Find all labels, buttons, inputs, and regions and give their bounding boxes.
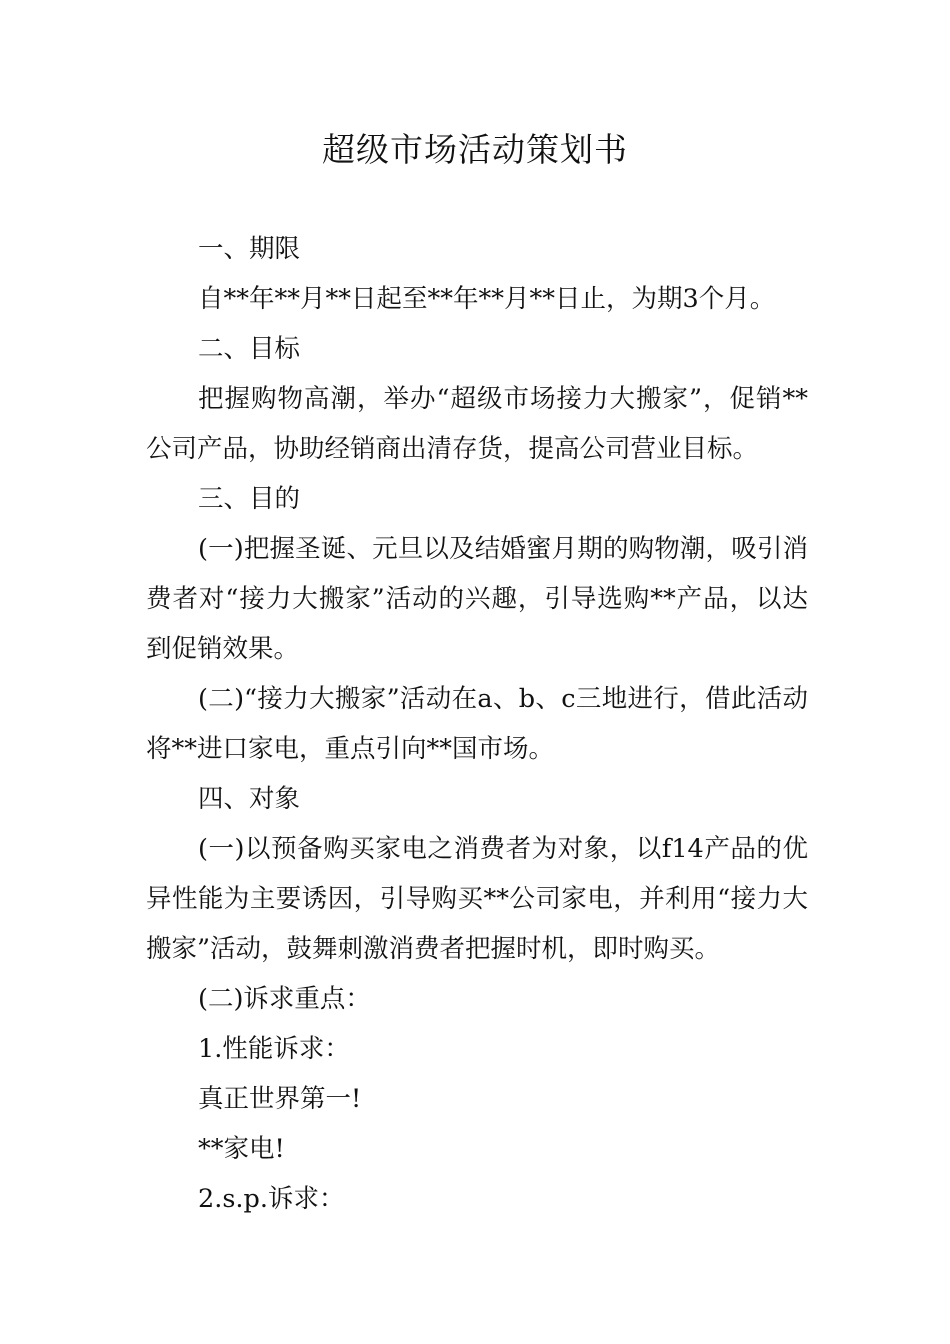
paragraph-purpose-2: (二)“接力大搬家”活动在a、b、c三地进行，借此活动将**进口家电，重点引向**国市场。 (146, 684, 808, 764)
document-title: 超级市场活动策划书 (322, 130, 628, 169)
list-item-sp: 2.s.p.诉求： (198, 1184, 345, 1214)
slogan-line-1: 真正世界第一! (198, 1084, 362, 1114)
document-body (146, 224, 808, 1224)
section-heading-goal: 二、目标 (198, 334, 301, 364)
section-heading-audience: 四、对象 (198, 784, 301, 814)
paragraph-period: 自**年**月**日起至**年**月**日止，为期3个月。 (198, 284, 776, 314)
slogan-line-2: **家电! (198, 1134, 285, 1164)
paragraph-audience-1: (一)以预备购买家电之消费者为对象，以f14产品的优异性能为主要诱因，引导购买**公司家电，并利用“接力大搬家”活动，鼓舞刺激消费者把握时机，即时购买。 (146, 834, 808, 964)
paragraph-goal: 把握购物高潮，举办“超级市场接力大搬家”，促销**公司产品，协助经销商出清存货，提高公司营业目标。 (146, 384, 808, 464)
section-heading-period: 一、期限 (198, 234, 301, 264)
list-item-performance: 1.性能诉求： (198, 1034, 350, 1064)
paragraph-purpose-1: (一)把握圣诞、元旦以及结婚蜜月期的购物潮，吸引消费者对“接力大搬家”活动的兴趣，引导选购**产品，以达到促销效果。 (146, 534, 808, 664)
section-heading-purpose: 三、目的 (198, 484, 301, 514)
paragraph-audience-2: (二)诉求重点： (198, 984, 371, 1014)
